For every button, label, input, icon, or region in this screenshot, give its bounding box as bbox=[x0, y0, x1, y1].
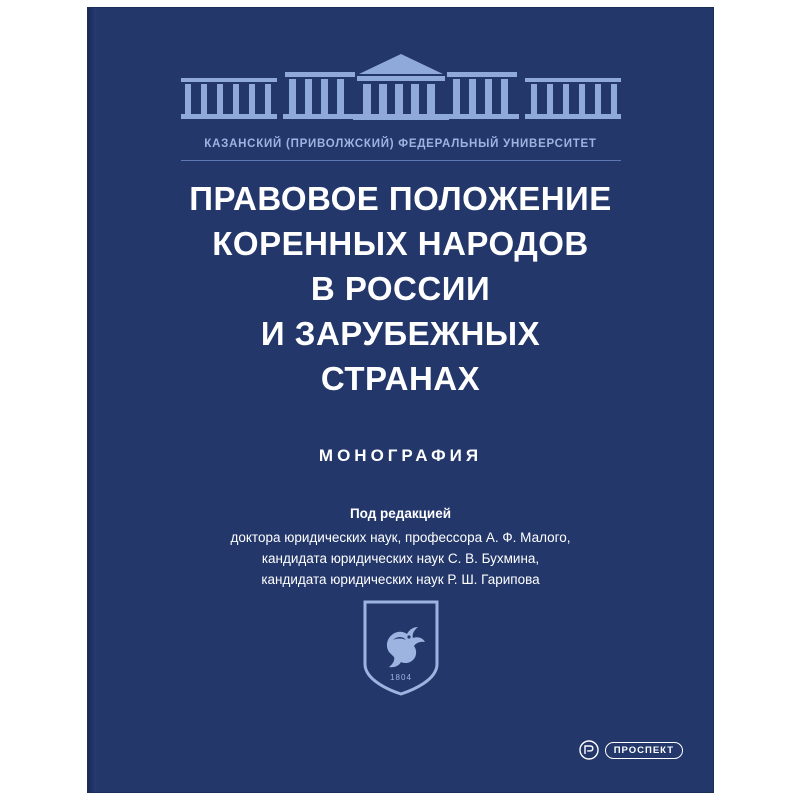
editors-block bbox=[88, 506, 713, 590]
title-line-2: КОРЕННЫХ НАРОДОВ bbox=[212, 225, 589, 262]
editor-line-2: кандидата юридических наук С. В. Бухмина, bbox=[261, 551, 540, 566]
book-cover bbox=[88, 8, 713, 792]
title-line-3: В РОССИИ bbox=[310, 270, 491, 307]
kfu-crest-icon bbox=[363, 600, 439, 696]
editors-heading: Под редакцией bbox=[349, 506, 452, 521]
title-line-5: СТРАНАХ bbox=[320, 360, 481, 397]
book-subtitle: МОНОГРАФИЯ bbox=[318, 446, 483, 465]
publisher-logo-icon bbox=[579, 740, 599, 760]
university-emblem bbox=[88, 54, 713, 161]
publisher-logo bbox=[579, 740, 683, 760]
book-title bbox=[108, 176, 693, 401]
university-building-icon bbox=[181, 54, 621, 126]
university-name: КАЗАНСКИЙ (ПРИВОЛЖСКИЙ) ФЕДЕРАЛЬНЫЙ УНИВЕРСИТЕТ bbox=[204, 138, 597, 150]
crest-year: 1804 bbox=[389, 673, 412, 682]
title-line-1: ПРАВОВОЕ ПОЛОЖЕНИЕ bbox=[189, 180, 612, 217]
emblem-divider bbox=[181, 160, 621, 161]
title-line-4: И ЗАРУБЕЖНЫХ bbox=[260, 315, 541, 352]
editor-line-3: кандидата юридических наук Р. Ш. Гарипова bbox=[261, 572, 540, 587]
publisher-name: ПРОСПЕКТ bbox=[605, 742, 683, 759]
editor-line-1: доктора юридических наук, профессора А. Ф. Малого, bbox=[230, 530, 571, 545]
